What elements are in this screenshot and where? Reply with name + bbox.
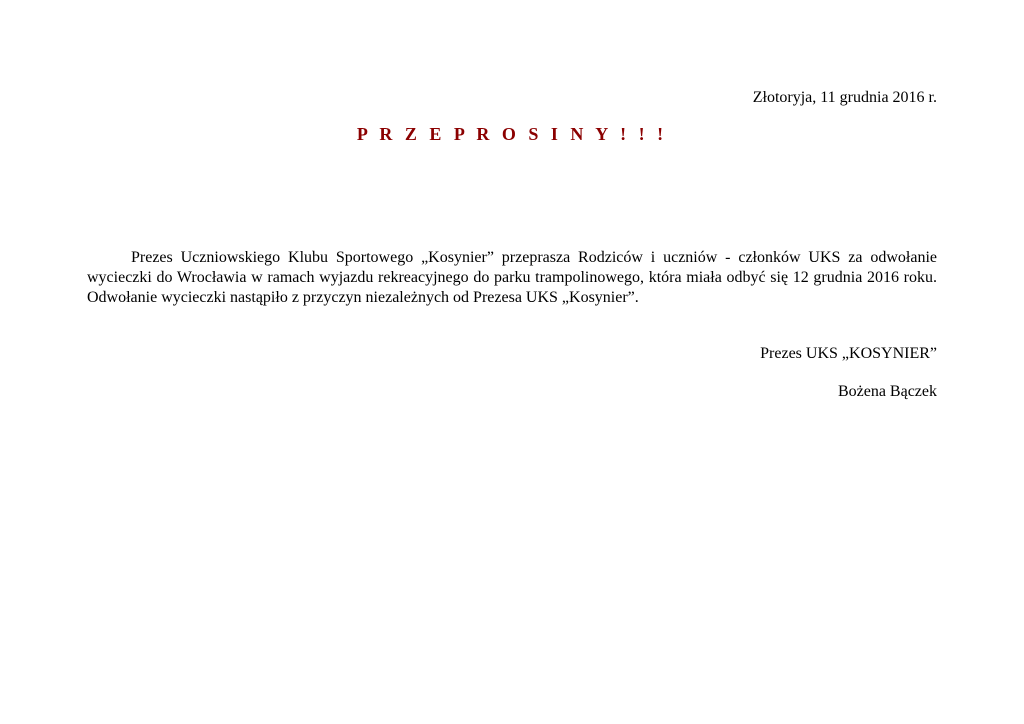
document-title: P R Z E P R O S I N Y ! ! ! <box>356 124 668 144</box>
apology-paragraph: Prezes Uczniowskiego Klubu Sportowego „Kosynier” przeprasza Rodziców i uczniów - członków UKS za odwołanie wycieczki do Wrocławia w ramach wyjazdu rekreacyjnego do parku trampolinowego, która miała odbyć się 12 grudnia 2016 roku. Odwołanie wycieczki nastąpiło z przyczyn niezależnych od Prezesa UKS „Kosynier”. <box>87 249 937 306</box>
signature-role: Prezes UKS „KOSYNIER” <box>760 345 937 362</box>
place-and-date: Złotoryja, 11 grudnia 2016 r. <box>752 89 937 106</box>
signature-name: Bożena Bączek <box>837 383 937 400</box>
